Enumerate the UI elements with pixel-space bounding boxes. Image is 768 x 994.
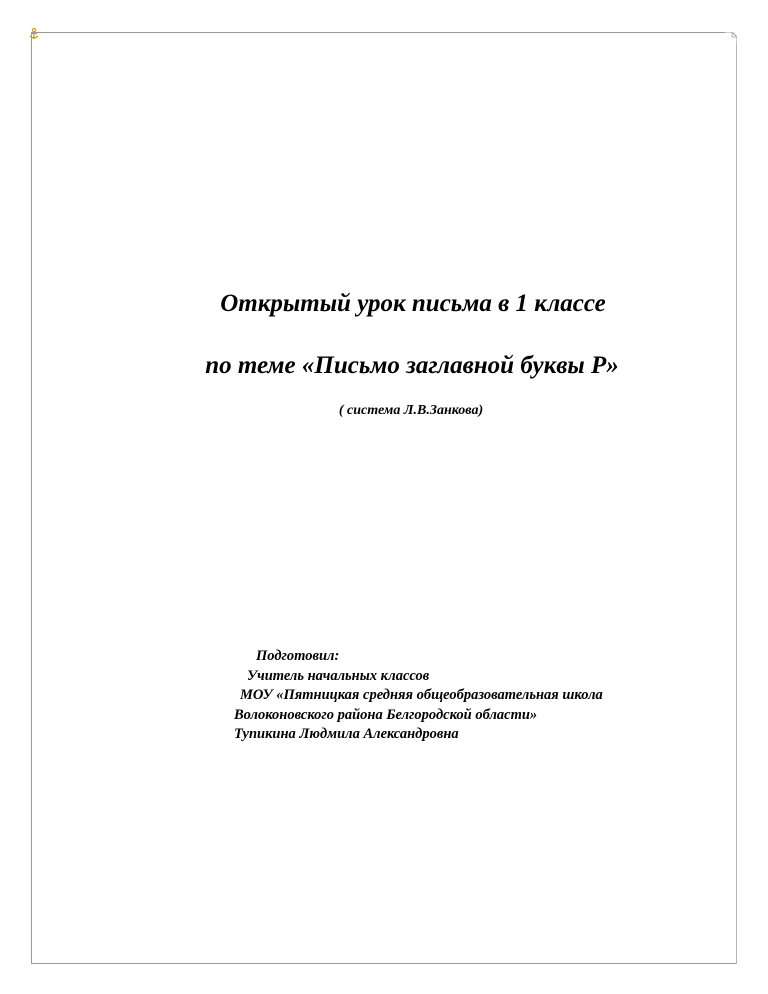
school-name-line-2: Волоконовского района Белгородской области» (234, 706, 538, 723)
page-subtitle-topic: по теме «Письмо заглавной буквы Р» (205, 352, 619, 379)
system-note: ( система Л.В.Занкова) (338, 403, 484, 418)
school-name-line-1: МОУ «Пятницкая средняя общеобразовательная школа (240, 687, 603, 703)
author-block (234, 647, 603, 745)
page-title: Открытый урок письма в 1 классе (220, 290, 606, 317)
author-name: Тупикина Людмила Александровна (234, 726, 459, 742)
prepared-by-label: Подготовил: (256, 648, 340, 664)
author-position: Учитель начальных классов (247, 667, 430, 684)
page-corner-fold-icon (725, 32, 737, 44)
page-frame (31, 32, 737, 964)
